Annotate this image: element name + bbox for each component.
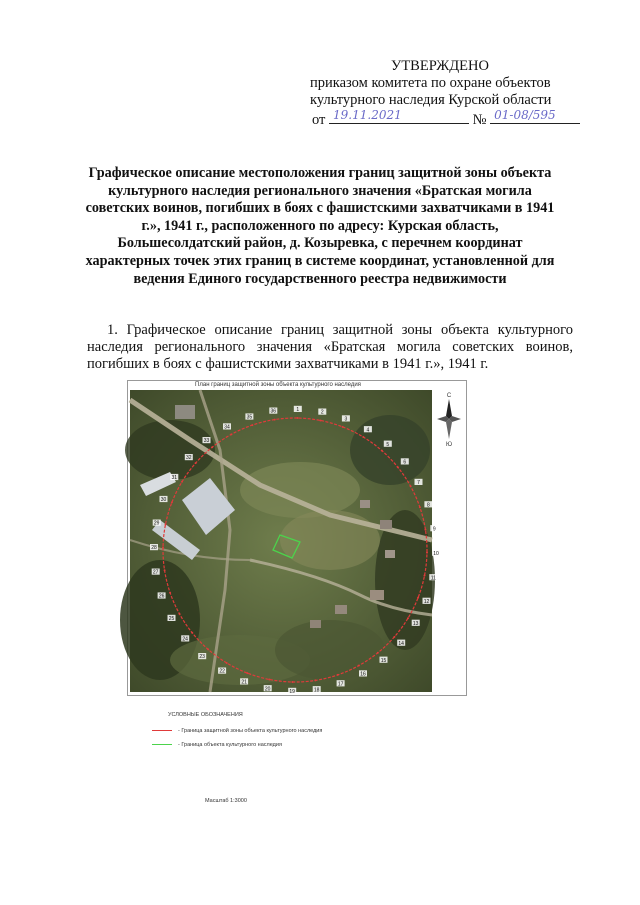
compass-south-label: Ю (445, 442, 453, 448)
number-handwritten: 01-08/595 (494, 108, 556, 122)
boundary-point-14 (393, 636, 395, 638)
boundary-point-17 (337, 674, 339, 676)
boundary-point-15 (377, 652, 379, 654)
boundary-point-25 (178, 613, 180, 615)
boundary-point-5 (381, 450, 383, 452)
boundary-point-label-5: 5 (386, 441, 390, 448)
boundary-point-label-20: 20 (264, 686, 271, 693)
boundary-point-label-10: 10 (433, 550, 439, 557)
boundary-point-16 (358, 665, 360, 667)
document-title: Графическое описание местоположения границ защитной зоны объекта культурного наследия регионального значения «Братская могила советских воинов, погибших в боях с фашистскими захватчиками в 1941 г.», 1941 г., расположенного по адресу: Курская область, Большесолдатский район, д. Козыревка, с перечнем координат характерных точек этих границ в системе координат, установленной для ведения Единого государственного реестра недвижимости (85, 165, 555, 287)
boundary-point-label-27: 27 (152, 569, 159, 576)
boundary-point-label-11: 11 (430, 575, 436, 582)
legend-swatch-zone (152, 730, 172, 731)
boundary-point-34 (230, 433, 232, 435)
boundary-point-9 (424, 529, 426, 531)
boundary-point-label-12: 12 (423, 598, 430, 605)
boundary-point-7 (410, 485, 412, 487)
boundary-point-label-4: 4 (366, 427, 370, 434)
boundary-point-label-32: 32 (186, 455, 192, 462)
date-handwritten: 19.11.2021 (333, 108, 402, 122)
boundary-point-label-23: 23 (199, 654, 205, 661)
boundary-point-label-2: 2 (320, 409, 324, 416)
boundary-point-24 (191, 632, 193, 634)
boundary-point-label-24: 24 (182, 636, 188, 643)
boundary-plan (127, 380, 467, 696)
approval-line-1: приказом комитета по охране объектов (310, 75, 551, 91)
number-label: № (472, 112, 487, 128)
boundary-point-32 (195, 462, 197, 464)
boundary-point-35 (251, 424, 253, 426)
boundary-point-23 (207, 648, 209, 650)
boundary-point-label-6: 6 (403, 459, 407, 466)
boundary-point-11 (424, 575, 426, 577)
approval-block (310, 58, 610, 109)
boundary-point-label-33: 33 (203, 438, 210, 445)
boundary-point-label-13: 13 (412, 620, 419, 627)
legend-label-object: - Граница объекта культурного наследия (178, 742, 282, 748)
compass-north-label: С (446, 393, 452, 399)
boundary-point-label-18: 18 (313, 687, 320, 694)
boundary-point-label-19: 19 (289, 689, 295, 695)
boundary-point-label-1: 1 (296, 407, 300, 413)
boundary-point-label-34: 34 (224, 424, 230, 431)
date-field (329, 109, 469, 124)
boundary-point-label-15: 15 (380, 657, 387, 664)
boundary-point-21 (246, 672, 248, 674)
boundary-point-31 (181, 481, 183, 483)
legend-swatch-object (152, 744, 172, 745)
plan-caption: План границ защитной зоны объекта культурного наследия (195, 382, 361, 388)
satellite-map (130, 390, 439, 695)
boundary-point-label-28: 28 (151, 545, 157, 552)
boundary-point-label-35: 35 (246, 414, 253, 421)
approval-heading: УТВЕРЖДЕНО (391, 58, 489, 74)
number-field (490, 109, 580, 124)
boundary-point-20 (269, 679, 271, 681)
boundary-point-label-25: 25 (168, 616, 175, 622)
boundary-point-26 (169, 592, 171, 594)
boundary-point-19 (291, 681, 293, 683)
boundary-point-3 (342, 426, 344, 428)
boundary-point-1 (297, 417, 299, 419)
legend-item-object (152, 742, 282, 748)
boundary-point-36 (274, 419, 276, 421)
boundary-point-label-17: 17 (337, 681, 344, 688)
legend-title: УСЛОВНЫЕ ОБОЗНАЧЕНИЯ (168, 712, 243, 718)
boundary-point-label-9: 9 (432, 526, 436, 533)
boundary-point-label-30: 30 (160, 497, 167, 504)
boundary-point-30 (171, 501, 173, 503)
boundary-point-2 (320, 420, 322, 422)
boundary-point-12 (417, 597, 419, 599)
boundary-point-6 (397, 466, 399, 468)
legend-item-zone (152, 728, 322, 734)
date-label: от (312, 112, 326, 128)
compass-rose (435, 389, 463, 447)
map-scale: Масштаб 1:3000 (205, 798, 247, 804)
boundary-point-29 (165, 524, 167, 526)
boundary-point-label-36: 36 (270, 408, 277, 415)
approval-date-number-row (312, 109, 580, 129)
boundary-point-33 (211, 446, 213, 448)
boundary-point-label-8: 8 (427, 502, 430, 509)
section-1-paragraph: 1. Графическое описание границ защитной зоны объекта культурного наследия регионального значения «Братская могила советских воинов, погибших в боях с фашистскими захватчиками в 1941 г.», 1941 г. (87, 322, 573, 372)
boundary-point-label-16: 16 (360, 671, 366, 678)
boundary-point-label-26: 26 (158, 593, 165, 600)
legend-label-zone: - Граница защитной зоны объекта культурного наследия (178, 728, 323, 734)
boundary-point-label-31: 31 (171, 475, 178, 482)
boundary-point-8 (419, 506, 421, 508)
boundary-point-label-14: 14 (398, 640, 404, 647)
boundary-point-27 (164, 569, 166, 571)
boundary-point-28 (162, 546, 164, 548)
boundary-point-label-7: 7 (417, 480, 420, 486)
boundary-point-10 (426, 552, 428, 554)
boundary-point-22 (226, 662, 228, 664)
boundary-point-18 (314, 679, 316, 681)
approval-line-2: культурного наследия Курской области (310, 92, 552, 108)
boundary-point-13 (407, 617, 409, 619)
boundary-point-label-22: 22 (219, 668, 225, 675)
boundary-point-label-21: 21 (241, 679, 247, 686)
boundary-point-label-29: 29 (153, 520, 160, 527)
boundary-point-label-3: 3 (344, 416, 348, 423)
boundary-point-4 (362, 436, 364, 438)
